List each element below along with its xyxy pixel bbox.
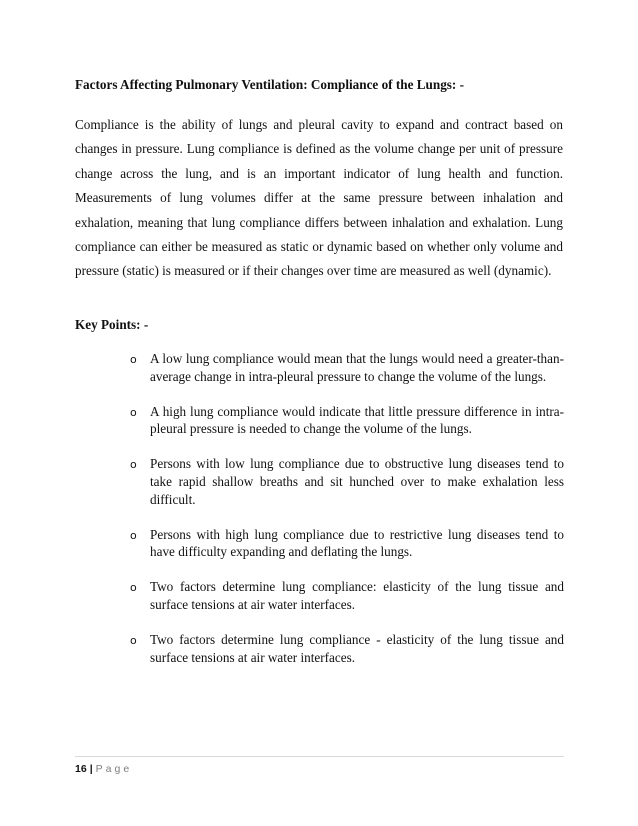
- bullet-icon: o: [130, 353, 137, 366]
- page-footer: [75, 762, 132, 776]
- footer-divider: [75, 756, 564, 757]
- bullet-icon: o: [130, 633, 137, 647]
- key-point-item: [130, 403, 564, 439]
- key-point-item: [130, 578, 564, 614]
- bullet-icon: o: [130, 458, 137, 472]
- key-point-text: Two factors determine lung compliance: elasticity of the lung tissue and surface tensions at air water interfaces.: [150, 579, 564, 612]
- key-point-text: Persons with low lung compliance due to obstructive lung diseases tend to take rapid shallow breaths and sit hunched over to make exhalation less difficult.: [150, 456, 564, 507]
- key-point-text: Two factors determine lung compliance - elasticity of the lung tissue and surface tensions at air water interfaces.: [150, 631, 564, 665]
- page-label: Page: [95, 763, 133, 775]
- key-point-text: Persons with high lung compliance due to restrictive lung diseases tend to have difficulty expanding and deflating the lungs.: [150, 526, 564, 560]
- key-point-item: [130, 631, 564, 667]
- key-point-text: A low lung compliance would mean that the lungs would need a greater-than-average change in intra-pleural pressure to change the volume of the lungs.: [150, 351, 564, 384]
- footer-separator: |: [89, 763, 93, 775]
- key-points-heading: Key Points: -: [75, 317, 149, 332]
- compliance-paragraph: Compliance is the ability of lungs and pleural cavity to expand and contract based on changes in pressure. Lung compliance is defined as the volume change per unit of pressure change across the lung, and is an important indicator of lung health and function. Measurements of lung volumes differ at the same pressure between inhalation and exhalation, meaning that lung compliance differs between inhalation and exhalation. Lung compliance can either be measured as static or dynamic based on whether only volume and pressure (static) is measured or if their changes over time are measured as well (dynamic).: [75, 117, 563, 279]
- page-number: 16: [75, 763, 87, 775]
- key-points-list: [130, 350, 564, 666]
- section-heading: Factors Affecting Pulmonary Ventilation: Compliance of the Lungs: -: [75, 77, 465, 92]
- key-point-item: [130, 526, 564, 562]
- key-point-text: A high lung compliance would indicate that little pressure difference in intra-pleural pressure is needed to change the volume of the lungs.: [150, 403, 564, 437]
- bullet-icon: o: [130, 405, 137, 419]
- key-point-item: [130, 350, 564, 386]
- bullet-icon: o: [130, 581, 137, 595]
- key-point-item: [130, 455, 564, 508]
- bullet-icon: o: [130, 528, 137, 542]
